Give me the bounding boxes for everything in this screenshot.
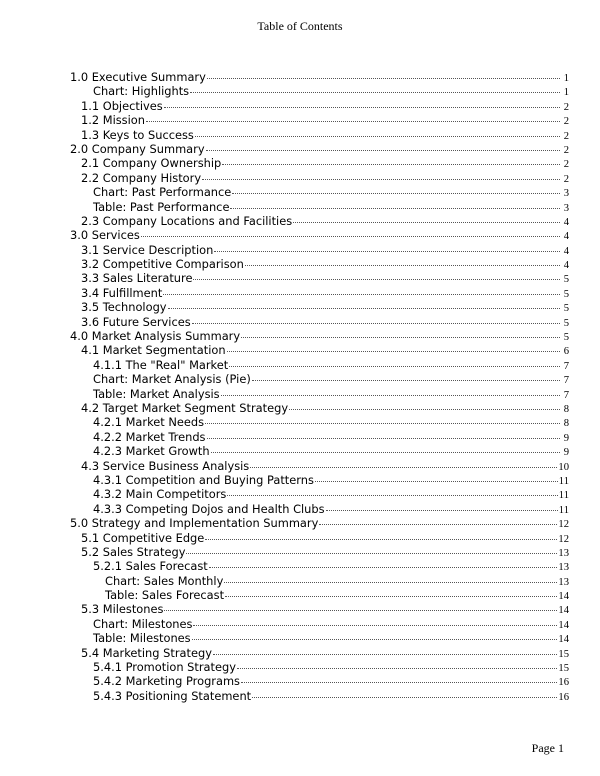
toc-entry-page-number: 10	[558, 461, 569, 473]
dot-leader	[205, 539, 557, 540]
toc-entry[interactable]	[70, 459, 569, 473]
toc-entry[interactable]	[70, 674, 569, 688]
toc-entry[interactable]	[70, 387, 569, 401]
toc-entry[interactable]	[70, 171, 569, 185]
toc-entry-page-number: 15	[558, 663, 569, 675]
toc-entry-title: 5.4.3 Positioning Statement	[93, 688, 252, 703]
toc-entry[interactable]	[70, 128, 569, 142]
toc-entry-page-number: 8	[563, 403, 569, 415]
dot-leader	[211, 452, 560, 453]
dot-leader	[163, 294, 560, 295]
toc-entry-title: 4.2.3 Market Growth	[93, 444, 210, 459]
dot-leader	[146, 121, 560, 122]
toc-entry-title: 1.2 Mission	[81, 113, 145, 128]
dot-leader	[252, 380, 560, 381]
toc-entry-title: 3.2 Competitive Comparison	[81, 257, 244, 272]
toc-entry-title: 4.1 Market Segmentation	[81, 343, 226, 358]
toc-entry[interactable]	[70, 574, 569, 588]
toc-entry[interactable]	[70, 113, 569, 127]
toc-entry-page-number: 2	[563, 173, 569, 185]
toc-entry-title: 1.1 Objectives	[81, 98, 163, 113]
toc-entry-page-number: 3	[563, 188, 569, 200]
toc-entry-page-number: 4	[563, 216, 569, 228]
toc-entry-page-number: 14	[558, 591, 569, 603]
dot-leader	[224, 582, 557, 583]
toc-entry-page-number: 1	[563, 73, 569, 84]
toc-entry-title: 5.1 Competitive Edge	[81, 530, 205, 545]
toc-entry-page-number: 4	[563, 245, 569, 257]
toc-entry-title: 4.2.1 Market Needs	[93, 415, 205, 430]
dot-leader	[289, 409, 560, 410]
dot-leader	[225, 596, 557, 597]
toc-entry-title: 3.6 Future Services	[81, 314, 191, 329]
toc-entry-page-number: 13	[558, 576, 569, 588]
toc-entry[interactable]	[70, 502, 569, 516]
dot-leader	[193, 279, 560, 280]
toc-entry[interactable]	[70, 84, 569, 98]
toc-entry-title: Chart: Highlights	[93, 84, 190, 99]
toc-entry[interactable]	[70, 415, 569, 429]
toc-entry-title: 4.3.3 Competing Dojos and Health Clubs	[93, 501, 325, 516]
toc-entry[interactable]	[70, 200, 569, 214]
table-of-contents	[70, 70, 569, 703]
dot-leader	[190, 92, 560, 93]
toc-entry[interactable]	[70, 228, 569, 242]
toc-entry-title: Chart: Sales Monthly	[105, 573, 224, 588]
toc-entry[interactable]	[70, 358, 569, 372]
dot-leader	[252, 697, 557, 698]
toc-entry-title: Chart: Milestones	[93, 616, 193, 631]
toc-entry[interactable]	[70, 588, 569, 602]
toc-entry[interactable]	[70, 602, 569, 616]
toc-entry-page-number: 11	[558, 504, 569, 516]
dot-leader	[207, 438, 561, 439]
toc-entry[interactable]	[70, 401, 569, 415]
dot-leader	[229, 366, 560, 367]
dot-leader	[241, 682, 557, 683]
toc-entry-page-number: 15	[558, 648, 569, 660]
toc-entry[interactable]	[70, 617, 569, 631]
toc-entry-page-number: 8	[563, 418, 569, 430]
toc-entry-page-number: 1	[563, 87, 569, 99]
dot-leader	[222, 164, 560, 165]
toc-entry-page-number: 5	[563, 317, 569, 329]
toc-entry-page-number: 16	[558, 691, 569, 703]
toc-entry-page-number: 4	[563, 260, 569, 272]
dot-leader	[230, 208, 560, 209]
toc-entry-title: 5.4 Marketing Strategy	[81, 645, 212, 660]
toc-entry[interactable]	[70, 372, 569, 386]
toc-entry[interactable]	[70, 660, 569, 674]
dot-leader	[250, 467, 557, 468]
toc-entry-title: 5.2.1 Sales Forecast	[93, 559, 208, 574]
toc-entry[interactable]	[70, 516, 569, 530]
toc-entry-page-number: 5	[563, 288, 569, 300]
toc-entry-page-number: 2	[563, 130, 569, 142]
toc-entry-page-number: 3	[563, 202, 569, 214]
toc-entry-page-number: 2	[563, 159, 569, 171]
toc-entry-title: Table: Past Performance	[93, 199, 230, 214]
dot-leader	[213, 654, 557, 655]
toc-entry-title: Table: Market Analysis	[93, 386, 220, 401]
dot-leader	[164, 610, 557, 611]
toc-entry-title: 1.0 Executive Summary	[70, 70, 206, 84]
dot-leader	[168, 308, 560, 309]
toc-entry[interactable]	[70, 430, 569, 444]
toc-entry-page-number: 13	[558, 562, 569, 574]
toc-entry-title: 4.2 Target Market Segment Strategy	[81, 400, 289, 415]
toc-entry-title: 4.3.1 Competition and Buying Patterns	[93, 472, 314, 487]
toc-entry-title: 2.3 Company Locations and Facilities	[81, 213, 293, 228]
toc-entry-title: 1.3 Keys to Success	[81, 127, 194, 142]
toc-entry-title: Table: Milestones	[93, 631, 191, 646]
toc-entry-page-number: 7	[563, 360, 569, 372]
toc-entry-title: 5.2 Sales Strategy	[81, 544, 186, 559]
toc-entry-page-number: 9	[563, 447, 569, 459]
toc-entry-title: 2.1 Company Ownership	[81, 156, 222, 171]
toc-entry[interactable]	[70, 243, 569, 257]
toc-entry-title: Chart: Past Performance	[93, 185, 232, 200]
dot-leader	[214, 251, 560, 252]
toc-entry[interactable]	[70, 286, 569, 300]
toc-entry-title: 5.4.1 Promotion Strategy	[93, 660, 236, 675]
toc-entry[interactable]	[70, 156, 569, 170]
page-title: Table of Contents	[257, 19, 343, 33]
dot-leader	[227, 351, 560, 352]
toc-entry-page-number: 7	[563, 375, 569, 387]
toc-entry-title: Table: Sales Forecast	[105, 588, 225, 603]
toc-entry-title: 3.1 Service Description	[81, 242, 214, 257]
dot-leader	[227, 495, 557, 496]
toc-entry[interactable]	[70, 329, 569, 343]
dot-leader	[186, 553, 557, 554]
dot-leader	[141, 236, 560, 237]
toc-entry-title: 2.2 Company History	[81, 170, 202, 185]
toc-entry-page-number: 5	[563, 303, 569, 315]
toc-entry[interactable]	[70, 559, 569, 573]
toc-entry-title: 4.3.2 Main Competitors	[93, 487, 227, 502]
toc-entry-page-number: 7	[563, 389, 569, 401]
toc-entry-page-number: 9	[563, 432, 569, 444]
toc-entry-page-number: 12	[558, 533, 569, 545]
toc-entry[interactable]	[70, 142, 569, 156]
dot-leader	[193, 625, 557, 626]
dot-leader	[319, 524, 557, 525]
toc-entry[interactable]	[70, 257, 569, 271]
toc-entry-title: 4.2.2 Market Trends	[93, 429, 206, 444]
toc-entry-page-number: 2	[563, 101, 569, 113]
toc-entry-title: 5.0 Strategy and Implementation Summary	[70, 516, 319, 531]
dot-leader	[192, 639, 558, 640]
toc-entry[interactable]	[70, 531, 569, 545]
toc-entry[interactable]	[70, 99, 569, 113]
toc-entry[interactable]	[70, 300, 569, 314]
toc-entry-title: Chart: Market Analysis (Pie)	[93, 372, 251, 387]
toc-entry-title: 3.3 Sales Literature	[81, 271, 193, 286]
toc-entry[interactable]	[70, 315, 569, 329]
toc-entry-title: 2.0 Company Summary	[70, 141, 205, 156]
toc-entry-title: 5.3 Milestones	[81, 602, 164, 617]
toc-entry-title: 4.3 Service Business Analysis	[81, 458, 250, 473]
toc-entry[interactable]	[70, 214, 569, 228]
toc-entry-title: 4.0 Market Analysis Summary	[70, 329, 241, 344]
toc-entry-page-number: 14	[558, 634, 569, 646]
dot-leader	[195, 136, 560, 137]
toc-entry-page-number: 11	[558, 490, 569, 502]
toc-entry-page-number: 6	[563, 346, 569, 358]
dot-leader	[205, 423, 560, 424]
toc-entry-page-number: 13	[558, 547, 569, 559]
toc-entry[interactable]	[70, 689, 569, 703]
toc-entry-page-number: 5	[563, 274, 569, 286]
toc-entry-title: 3.0 Services	[70, 228, 140, 243]
dot-leader	[202, 179, 560, 180]
toc-entry[interactable]	[70, 185, 569, 199]
toc-entry-page-number: 2	[563, 116, 569, 128]
toc-entry-page-number: 5	[563, 332, 569, 344]
toc-entry[interactable]	[70, 646, 569, 660]
dot-leader	[232, 193, 560, 194]
dot-leader	[221, 395, 560, 396]
toc-entry[interactable]	[70, 545, 569, 559]
toc-entry[interactable]	[70, 271, 569, 285]
toc-entry[interactable]	[70, 444, 569, 458]
dot-leader	[315, 481, 558, 482]
toc-entry-title: 3.4 Fulfillment	[81, 285, 163, 300]
dot-leader	[241, 337, 560, 338]
toc-entry-page-number: 4	[563, 231, 569, 243]
toc-entry-page-number: 16	[558, 677, 569, 689]
dot-leader	[209, 567, 558, 568]
page-number-footer: Page 1	[531, 741, 564, 755]
toc-entry-title: 3.5 Technology	[81, 300, 167, 315]
toc-entry[interactable]	[70, 631, 569, 645]
dot-leader	[192, 323, 560, 324]
toc-entry-title: 5.4.2 Marketing Programs	[93, 674, 240, 689]
toc-entry-page-number: 11	[558, 475, 569, 487]
toc-entry-page-number: 14	[558, 605, 569, 617]
dot-leader	[164, 107, 560, 108]
dot-leader	[207, 78, 560, 79]
dot-leader	[237, 668, 557, 669]
toc-entry-title: 4.1.1 The "Real" Market	[93, 357, 229, 372]
toc-entry-page-number: 2	[563, 144, 569, 156]
dot-leader	[326, 510, 558, 511]
toc-entry-page-number: 12	[558, 519, 569, 531]
toc-entry[interactable]	[70, 343, 569, 357]
toc-entry[interactable]	[70, 70, 569, 84]
dot-leader	[245, 265, 560, 266]
dot-leader	[293, 222, 560, 223]
toc-entry-page-number: 14	[558, 619, 569, 631]
dot-leader	[206, 150, 560, 151]
toc-entry[interactable]	[70, 487, 569, 501]
toc-entry[interactable]	[70, 473, 569, 487]
